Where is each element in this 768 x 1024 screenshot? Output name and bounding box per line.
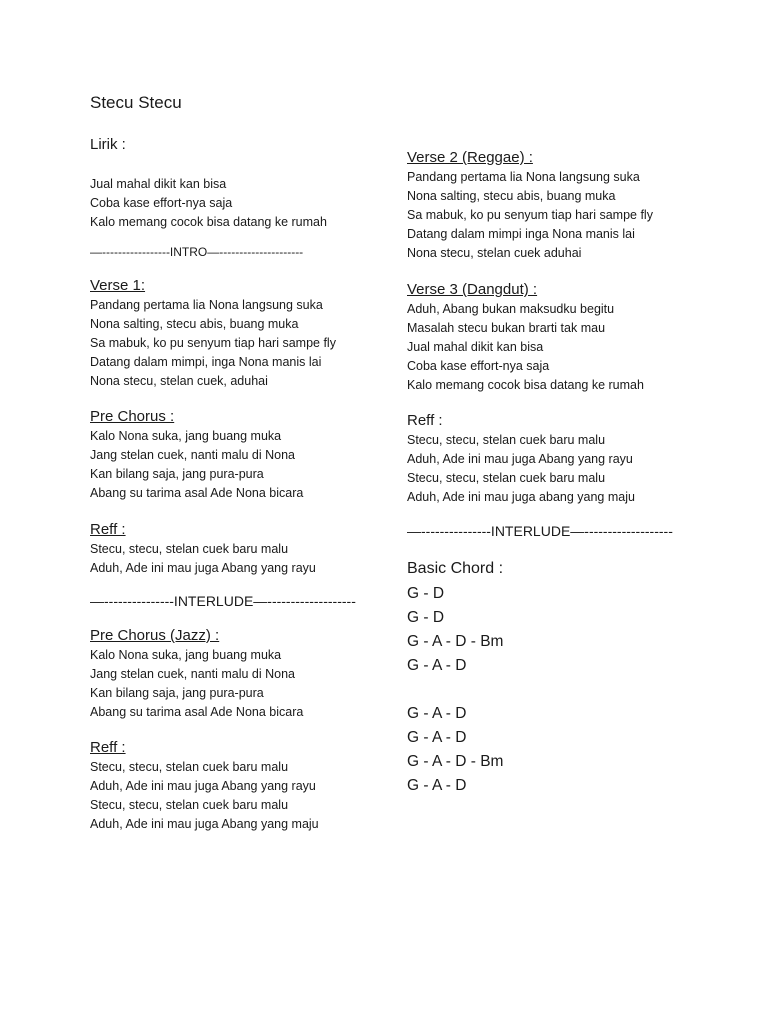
prechorus-jazz-lyrics — [90, 646, 390, 722]
lyric-line: Sa mabuk, ko pu senyum tiap hari sampe fly — [407, 208, 653, 222]
chord-line: G - A - D — [407, 777, 467, 794]
verse1-lyrics — [90, 296, 390, 391]
lyric-line: Stecu, stecu, stelan cuek baru malu — [407, 471, 606, 485]
lyric-line: Datang dalam mimpi inga Nona manis lai — [407, 227, 635, 241]
lyric-line: Kalo Nona suka, jang buang muka — [90, 429, 282, 443]
lyric-line: Stecu, stecu, stelan cuek baru malu — [90, 798, 289, 812]
lyric-line: Kalo memang cocok bisa datang ke rumah — [90, 215, 327, 229]
lyric-line: Kan bilang saja, jang pura-pura — [90, 686, 264, 700]
prechorus-label: Pre Chorus : — [90, 408, 175, 425]
prechorus-jazz-label: Pre Chorus (Jazz) : — [90, 627, 220, 644]
chord-line: G - A - D — [407, 729, 467, 746]
chord-line: G - A - D — [407, 705, 467, 722]
reff-label: Reff : — [90, 521, 126, 538]
reff-label: Reff : — [90, 739, 126, 756]
lyric-line: Aduh, Ade ini mau juga Abang yang rayu — [90, 561, 316, 575]
lyric-line: Masalah stecu bukan brarti tak mau — [407, 321, 606, 335]
lyric-line: Sa mabuk, ko pu senyum tiap hari sampe fly — [90, 336, 336, 350]
chord-line: G - D — [407, 585, 445, 602]
chord-line: G - A - D — [407, 657, 467, 674]
verse2-label: Verse 2 (Reggae) : — [407, 149, 533, 166]
lyric-line: Aduh, Ade ini mau juga Abang yang rayu — [90, 779, 316, 793]
interlude-separator: —---------------INTERLUDE—------------------- — [90, 593, 356, 609]
reff-label: Reff : — [407, 412, 443, 429]
lyric-line: Aduh, Ade ini mau juga abang yang maju — [407, 490, 635, 504]
lyric-line: Aduh, Ade ini mau juga Abang yang maju — [90, 817, 319, 831]
lyric-line: Nona stecu, stelan cuek, aduhai — [90, 374, 268, 388]
lyric-line: Aduh, Abang bukan maksudku begitu — [407, 302, 615, 316]
reff-lyrics — [90, 540, 390, 578]
lyric-line: Jual mahal dikit kan bisa — [90, 177, 227, 191]
interlude-separator: —---------------INTERLUDE—------------------- — [407, 523, 673, 539]
lyric-line: Aduh, Ade ini mau juga Abang yang rayu — [407, 452, 633, 466]
lyric-line: Kalo Nona suka, jang buang muka — [90, 648, 282, 662]
verse1-label: Verse 1: — [90, 277, 146, 294]
lyric-line: Jang stelan cuek, nanti malu di Nona — [90, 667, 295, 681]
basic-chord-label: Basic Chord : — [407, 560, 504, 577]
lyric-line: Nona salting, stecu abis, buang muka — [90, 317, 299, 331]
lyric-line: Kalo memang cocok bisa datang ke rumah — [407, 378, 644, 392]
lyric-line: Coba kase effort-nya saja — [407, 359, 550, 373]
chord-line: G - A - D - Bm — [407, 753, 504, 770]
right-column — [407, 148, 737, 798]
lirik-label: Lirik : — [90, 136, 126, 153]
reff-lyrics — [407, 431, 737, 507]
lyric-line: Pandang pertama lia Nona langsung suka — [407, 170, 640, 184]
verse3-label: Verse 3 (Dangdut) : — [407, 281, 538, 298]
lyric-line: Nona stecu, stelan cuek aduhai — [407, 246, 582, 260]
lyric-line: Stecu, stecu, stelan cuek baru malu — [407, 433, 606, 447]
reff-lyrics — [90, 758, 390, 834]
lyric-line: Datang dalam mimpi, inga Nona manis lai — [90, 355, 322, 369]
lyric-line: Nona salting, stecu abis, buang muka — [407, 189, 616, 203]
lyric-line: Kan bilang saja, jang pura-pura — [90, 467, 264, 481]
verse2-lyrics — [407, 168, 737, 263]
lyric-line: Jang stelan cuek, nanti malu di Nona — [90, 448, 295, 462]
verse3-lyrics — [407, 300, 737, 395]
song-title: Stecu Stecu — [90, 93, 182, 112]
lyric-line: Stecu, stecu, stelan cuek baru malu — [90, 760, 289, 774]
intro-lyrics — [90, 175, 390, 232]
left-column — [90, 135, 390, 834]
chord-group-1 — [407, 582, 737, 678]
lyric-line: Pandang pertama lia Nona langsung suka — [90, 298, 323, 312]
chord-line: G - D — [407, 609, 445, 626]
lyric-line: Abang su tarima asal Ade Nona bicara — [90, 486, 304, 500]
intro-separator: —-----------------INTRO—--------------------- — [90, 245, 304, 259]
lyric-line: Abang su tarima asal Ade Nona bicara — [90, 705, 304, 719]
chord-line: G - A - D - Bm — [407, 633, 504, 650]
lyric-line: Coba kase effort-nya saja — [90, 196, 233, 210]
lyric-line: Jual mahal dikit kan bisa — [407, 340, 544, 354]
prechorus-lyrics — [90, 427, 390, 503]
chord-group-2 — [407, 702, 737, 798]
lyric-line: Stecu, stecu, stelan cuek baru malu — [90, 542, 289, 556]
